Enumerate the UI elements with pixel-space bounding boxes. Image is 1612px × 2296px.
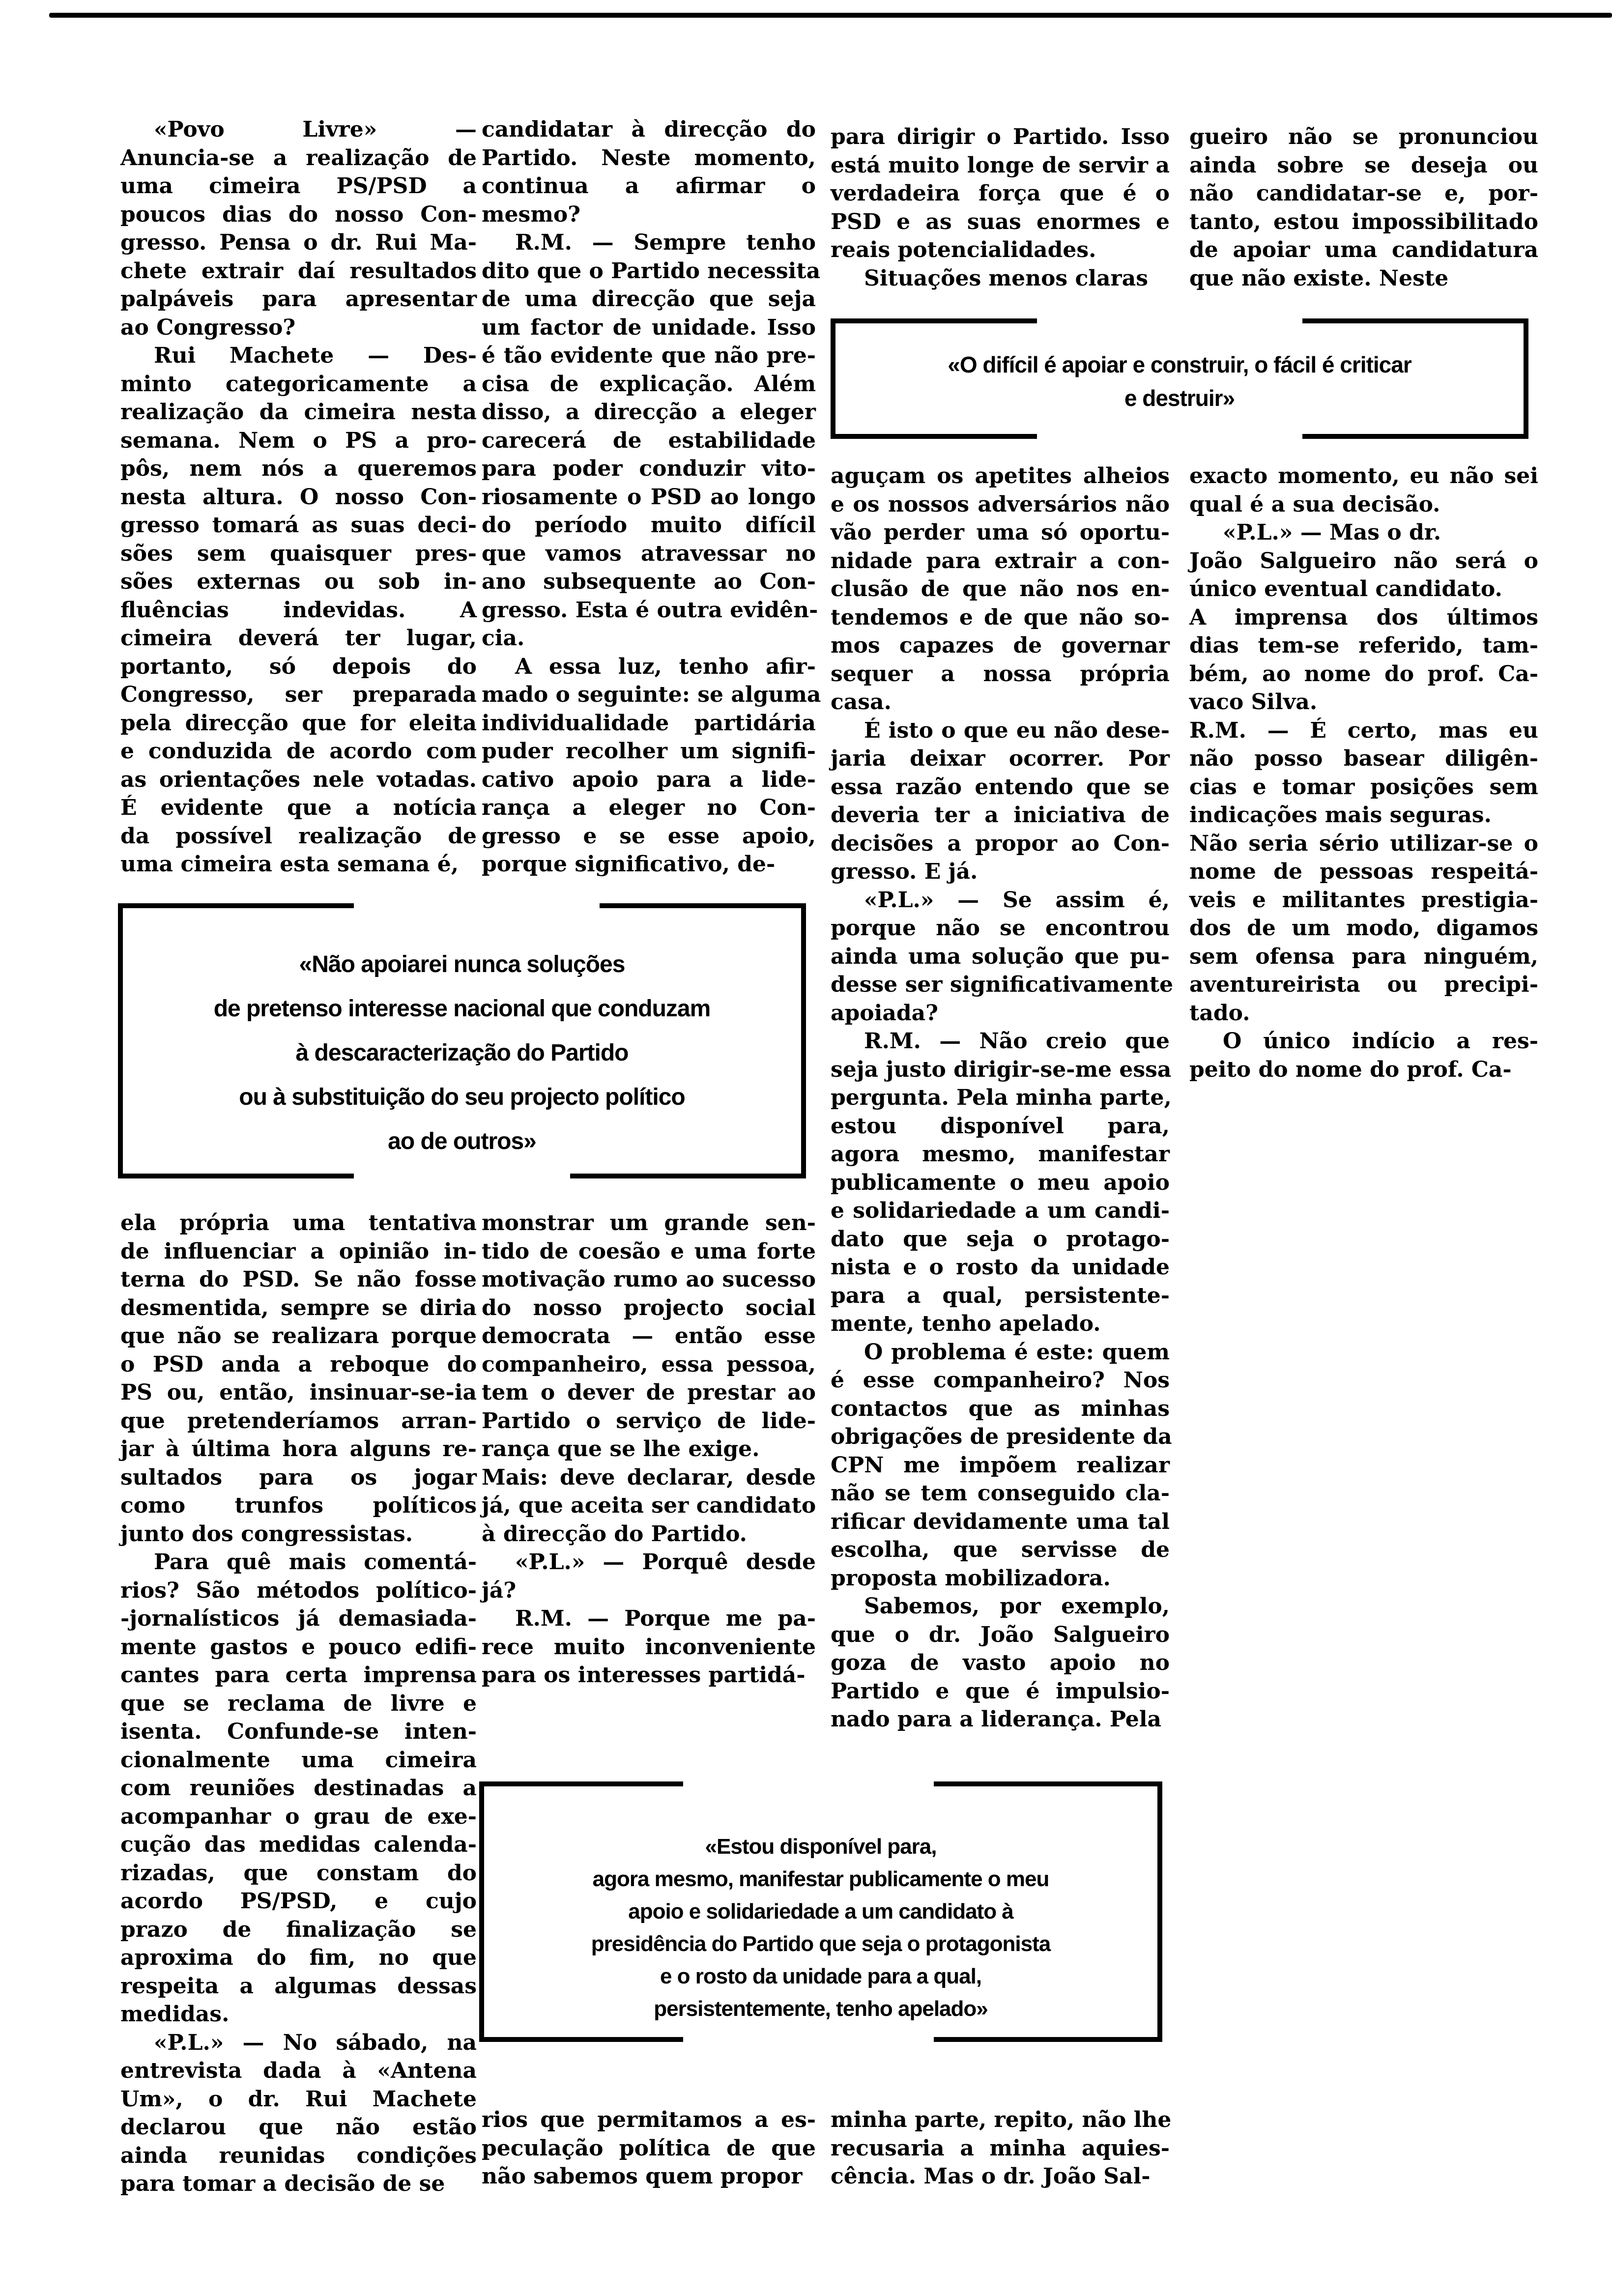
text-line: escolha, que servisse de	[831, 1537, 1170, 1562]
text-line: para tomar a decisão de se	[120, 2171, 445, 2196]
text-line: O único indício a res-	[1223, 1029, 1538, 1054]
pullquote-line: e destruir»	[1124, 385, 1235, 411]
text-line: cias e tomar posições sem	[1189, 774, 1538, 800]
text-line: verdadeira força que é o	[831, 181, 1170, 206]
text-line: «P.L.» — No sábado, na	[154, 2030, 477, 2055]
text-line: sões sem quaisquer pres-	[120, 541, 477, 566]
column-3-last	[831, 2106, 1170, 2191]
text-line: R.M. — É certo, mas eu	[1189, 718, 1538, 743]
text-line: Para quê mais comentá-	[154, 1550, 477, 1575]
text-line: à direcção do Partido.	[482, 1521, 747, 1547]
text-line: é tão evidente que não pre-	[482, 343, 816, 368]
text-line: PS ou, então, insinuar-se-ia	[120, 1380, 477, 1405]
text-line: -jornalísticos já demasiada-	[120, 1606, 477, 1631]
text-line: vão perder uma só oportu-	[831, 520, 1170, 545]
text-line: disso, a direcção a eleger	[482, 400, 816, 425]
column-4-mid	[1189, 462, 1538, 1084]
text-line: as orientações nele votadas.	[120, 767, 477, 792]
text-line: gresso tomará as suas deci-	[120, 513, 477, 538]
text-line: que pretenderíamos arran-	[120, 1408, 477, 1434]
text-line: de apoiar uma candidatura	[1189, 237, 1538, 262]
pullquote-box-destruir	[831, 318, 1528, 439]
text-line: pela direcção que for eleita	[120, 710, 477, 736]
text-line: dito que o Partido necessita	[482, 258, 821, 284]
text-line: tem o dever de prestar ao	[482, 1380, 816, 1405]
text-line: Sabemos, por exemplo,	[864, 1594, 1170, 1619]
text-line: porque não se encontrou	[831, 916, 1170, 941]
text-line: pergunta. Pela minha parte,	[831, 1085, 1172, 1110]
pullquote-box-solucoes	[118, 903, 806, 1178]
text-line: não sabemos quem propor	[482, 2164, 803, 2189]
pullquote-box-disponivel	[479, 1781, 1162, 2042]
text-line: recusaria a minha aquies-	[831, 2135, 1170, 2161]
text-line: mente, tenho apelado.	[831, 1311, 1101, 1336]
box-border-gap	[683, 2035, 934, 2042]
text-line: individualidade partidária	[482, 710, 816, 736]
text-line: e conduzida de acordo com	[120, 739, 477, 764]
text-line: para dirigir o Partido. Isso	[831, 124, 1170, 149]
text-line: para a qual, persistente-	[831, 1283, 1170, 1308]
text-line: aproxima do fim, no que	[120, 1945, 477, 1970]
text-line: «P.L.» — Se assim é,	[864, 887, 1170, 913]
text-line: para os interesses partidá-	[482, 1663, 806, 1688]
box-border-gap	[354, 902, 600, 909]
text-line: agora mesmo, manifestar	[831, 1142, 1170, 1167]
text-line: já?	[482, 1578, 517, 1603]
text-line: clusão de que não nos en-	[831, 576, 1170, 602]
text-line: É evidente que a notícia	[120, 795, 477, 820]
text-line: PSD e as suas enormes e	[831, 209, 1170, 234]
text-line: obrigações de presidente da	[831, 1424, 1172, 1449]
text-line: estou disponível para,	[831, 1113, 1170, 1139]
text-line: publicamente o meu apoio	[831, 1170, 1170, 1195]
text-line: declarou que não estão	[120, 2115, 477, 2140]
text-line: Congresso, ser preparada	[120, 682, 477, 707]
text-line: realização da cimeira nesta	[120, 400, 477, 425]
text-line: ainda sobre se deseja ou	[1189, 152, 1538, 178]
text-line: terna do PSD. Se não fosse	[120, 1267, 477, 1292]
column-2-top	[482, 115, 821, 879]
text-line: bém, ao nome do prof. Ca-	[1189, 661, 1538, 687]
pullquote-line: «Estou disponível para,	[705, 1835, 937, 1859]
text-line: tido de coesão e uma forte	[482, 1238, 816, 1264]
text-line: do período muito difícil	[482, 513, 816, 538]
text-line: proposta mobilizadora.	[831, 1565, 1111, 1591]
text-line: rizadas, que constam do	[120, 1860, 477, 1886]
text-line: para poder conduzir vito-	[482, 456, 816, 481]
text-line: «P.L.» — Mas o dr.	[1223, 520, 1441, 545]
box-border-gap	[683, 1780, 934, 1787]
text-line: decisões a propor ao Con-	[831, 831, 1170, 856]
text-line: já, que aceita ser candidato	[482, 1493, 816, 1518]
text-line: Partido. Neste momento,	[482, 145, 816, 171]
text-line: jaria deixar ocorrer. Por	[831, 746, 1170, 771]
text-line: sões externas ou sob in-	[120, 569, 477, 594]
text-line: ao Congresso?	[120, 315, 296, 340]
text-line: ainda reunidas condições	[120, 2143, 477, 2168]
text-line: medidas.	[120, 2002, 230, 2027]
text-line: sultados para os jogar	[120, 1464, 477, 1490]
text-line: é esse companheiro? Nos	[831, 1368, 1170, 1393]
text-line: Partido e que é impulsio-	[831, 1678, 1170, 1704]
text-line: João Salgueiro não será o	[1189, 548, 1538, 574]
text-line: portanto, só depois do	[120, 654, 477, 679]
column-1-top	[120, 115, 477, 879]
text-line: dato que seja o protago-	[831, 1226, 1170, 1252]
box-border-gap	[1037, 433, 1302, 440]
text-line: democrata — então esse	[482, 1323, 816, 1349]
text-line: minha parte, repito, não lhe	[831, 2107, 1172, 2132]
text-line: reais potencialidades.	[831, 237, 1096, 262]
text-line: minto categoricamente a	[120, 371, 477, 397]
text-line: único eventual candidato.	[1189, 576, 1502, 602]
text-line: R.M. — Não creio que	[864, 1029, 1170, 1054]
pullquote-line: à descaracterização do Partido	[295, 1040, 629, 1066]
text-line: cimeira deverá ter lugar,	[120, 626, 477, 651]
text-line: o PSD anda a reboque do	[120, 1351, 477, 1377]
text-line: puder recolher um signifi-	[482, 739, 816, 764]
text-line: prazo de finalização se	[120, 1917, 477, 1942]
text-line: isenta. Confunde-se inten-	[120, 1719, 477, 1744]
text-line: rança a eleger no Con-	[482, 795, 816, 820]
pullquote-line: apoio e solidariedade a um candidato à	[628, 1899, 1013, 1923]
text-line: cência. Mas o dr. João Sal-	[831, 2164, 1151, 2189]
text-line: vaco Silva.	[1189, 689, 1318, 715]
pullquote-line: presidência do Partido que seja o protagonista	[591, 1932, 1051, 1956]
text-line: como trunfos políticos	[120, 1493, 477, 1518]
text-line: ainda uma solução que pu-	[831, 944, 1170, 969]
column-2-last	[482, 2106, 816, 2191]
text-line: nado para a liderança. Pela	[831, 1707, 1161, 1732]
text-line: Mais: deve declarar, desde	[482, 1464, 816, 1490]
text-line: fluências indevidas. A	[120, 597, 477, 623]
pullquote-line: «O difícil é apoiar e construir, o fácil é criticar	[948, 352, 1411, 377]
text-line: R.M. — Porque me pa-	[515, 1606, 816, 1631]
text-line: de influenciar a opinião in-	[120, 1238, 477, 1264]
text-line: motivação rumo ao sucesso	[482, 1267, 816, 1292]
text-line: está muito longe de servir a	[831, 152, 1170, 178]
text-line: dias tem-se referido, tam-	[1189, 633, 1538, 658]
box-border-gap	[354, 1172, 570, 1178]
text-line: Anuncia-se a realização de	[120, 145, 477, 171]
text-line: peculação política de que	[482, 2135, 816, 2161]
text-line: apoiada?	[831, 1000, 938, 1026]
text-line: um factor de unidade. Isso	[482, 315, 816, 340]
text-line: semana. Nem o PS a pro-	[120, 428, 477, 453]
text-line: rios? São métodos político-	[120, 1578, 477, 1603]
text-line: gresso. Pensa o dr. Rui Ma-	[120, 230, 477, 255]
text-line: «Povo Livre» —	[154, 117, 477, 142]
text-line: desmentida, sempre se diria	[120, 1295, 477, 1320]
pullquote-text	[484, 1831, 1157, 2025]
text-line: tanto, estou impossibilitado	[1189, 209, 1538, 234]
text-line: mos capazes de governar	[831, 633, 1170, 658]
text-line: que não se realizara porque	[120, 1323, 477, 1349]
text-line: chete extrair daí resultados	[120, 258, 477, 284]
text-line: gresso e se esse apoio,	[482, 823, 816, 849]
text-line: acompanhar o grau de exe-	[120, 1804, 477, 1829]
text-line: nesta altura. O nosso Con-	[120, 484, 477, 510]
text-line: uma cimeira PS/PSD a	[120, 173, 477, 199]
text-line: rece muito inconveniente	[482, 1634, 816, 1660]
text-line: rificar devidamente uma tal	[831, 1509, 1170, 1534]
text-line: tado.	[1189, 1000, 1250, 1026]
text-line: qual é a sua decisão.	[1189, 491, 1440, 517]
text-line: cia.	[482, 626, 525, 651]
text-line: goza de vasto apoio no	[831, 1650, 1170, 1675]
column-3-top	[831, 123, 1170, 292]
text-line: não posso basear diligên-	[1189, 746, 1538, 771]
text-line: cisa de explicação. Além	[482, 371, 816, 397]
text-line: ano subsequente ao Con-	[482, 569, 816, 594]
pullquote-line: ou à substituição do seu projecto político	[239, 1084, 685, 1110]
text-line: sem ofensa para ninguém,	[1189, 944, 1538, 969]
text-line: gresso. Esta é outra evidên-	[482, 597, 818, 623]
pullquote-line: de pretenso interesse nacional que conduzam	[213, 996, 711, 1022]
text-line: uma cimeira esta semana é,	[120, 852, 459, 877]
pullquote-text	[835, 348, 1524, 415]
text-line: seja justo dirigir-se-me essa	[831, 1057, 1172, 1082]
text-line: candidatar à direcção do	[482, 117, 816, 142]
text-line: não candidatar-se e, por-	[1189, 181, 1538, 206]
column-2-bottom	[482, 1209, 816, 1690]
column-3-mid	[831, 462, 1174, 1734]
text-line: pôs, nem nós a queremos	[120, 456, 477, 481]
text-line: rios que permitamos a es-	[482, 2107, 816, 2132]
text-line: A essa luz, tenho afir-	[515, 654, 816, 679]
text-line: É isto o que eu não dese-	[864, 718, 1170, 743]
text-line: e solidariedade a um candi-	[831, 1198, 1170, 1223]
text-line: junto dos congressistas.	[120, 1521, 413, 1547]
text-line: cionalmente uma cimeira	[120, 1747, 477, 1773]
pullquote-line: «Não apoiarei nunca soluções	[299, 951, 625, 977]
pullquote-text	[123, 943, 801, 1164]
text-line: O problema é este: quem	[864, 1339, 1170, 1365]
text-line: «P.L.» — Porquê desde	[515, 1550, 816, 1575]
column-1-bottom	[120, 1209, 477, 2198]
text-line: CPN me impõem realizar	[831, 1452, 1170, 1478]
text-line: ela própria uma tentativa	[120, 1210, 477, 1235]
text-line: de uma direcção que seja	[482, 287, 816, 312]
text-line: riosamente o PSD ao longo	[482, 484, 816, 510]
text-line: com reuniões destinadas a	[120, 1776, 477, 1801]
text-line: cantes para certa imprensa	[120, 1663, 477, 1688]
text-line: A imprensa dos últimos	[1189, 604, 1538, 630]
text-line: Partido o serviço de lide-	[482, 1408, 816, 1434]
text-line: carecerá de estabilidade	[482, 428, 816, 453]
text-line: dos de um modo, digamos	[1189, 916, 1538, 941]
text-line: cativo apoio para a lide-	[482, 767, 816, 792]
text-line: desse ser significativamente	[831, 972, 1174, 997]
text-line: essa razão entendo que se	[831, 774, 1170, 800]
text-line: acordo PS/PSD, e cujo	[120, 1889, 477, 1914]
text-line: Não seria sério utilizar-se o	[1189, 831, 1538, 856]
text-line: do nosso projecto social	[482, 1295, 816, 1320]
text-line: indicações mais seguras.	[1189, 803, 1492, 828]
text-line: R.M. — Sempre tenho	[515, 230, 816, 255]
text-line: exacto momento, eu não sei	[1189, 463, 1538, 488]
pullquote-line: agora mesmo, manifestar publicamente o meu	[592, 1867, 1049, 1891]
text-line: mesmo?	[482, 201, 581, 227]
text-line: cução das medidas calenda-	[120, 1832, 477, 1857]
text-line: casa.	[831, 689, 892, 715]
text-line: Rui Machete — Des-	[154, 343, 477, 368]
text-line: Situações menos claras	[864, 265, 1148, 291]
text-line: deveria ter a iniciativa de	[831, 803, 1170, 828]
pullquote-line: e o rosto da unidade para a qual,	[660, 1964, 982, 1988]
text-line: respeita a algumas dessas	[120, 1973, 477, 1999]
text-line: que não existe. Neste	[1189, 265, 1449, 291]
text-line: não se tem conseguido cla-	[831, 1481, 1170, 1506]
text-line: veis e militantes prestigia-	[1189, 887, 1538, 913]
text-line: nista e o rosto da unidade	[831, 1255, 1170, 1280]
pullquote-line: persistentemente, tenho apelado»	[654, 1997, 988, 2021]
text-line: que se reclama de livre e	[120, 1691, 477, 1716]
page-top-rule	[49, 13, 1612, 18]
text-line: jar à última hora alguns re-	[120, 1436, 477, 1462]
text-line: monstrar um grande sen-	[482, 1210, 816, 1235]
text-line: porque significativo, de-	[482, 852, 776, 877]
text-line: Um», o dr. Rui Machete	[120, 2086, 477, 2112]
text-line: mado o seguinte: se alguma	[482, 682, 821, 707]
text-line: companheiro, essa pessoa,	[482, 1351, 816, 1377]
text-line: continua a afirmar o	[482, 173, 816, 199]
text-line: contactos que as minhas	[831, 1396, 1170, 1421]
text-line: gresso. E já.	[831, 859, 978, 884]
text-line: palpáveis para apresentar	[120, 287, 477, 312]
text-line: e os nossos adversários não	[831, 491, 1170, 517]
text-line: poucos dias do nosso Con-	[120, 201, 477, 227]
text-line: sequer a nossa própria	[831, 661, 1170, 687]
text-line: mente gastos e pouco edifi-	[120, 1634, 477, 1660]
text-line: que vamos atravessar no	[482, 541, 816, 566]
column-4-top	[1189, 123, 1538, 292]
text-line: aventureirista ou precipi-	[1189, 972, 1538, 997]
text-line: que o dr. João Salgueiro	[831, 1622, 1170, 1647]
text-line: gueiro não se pronunciou	[1189, 124, 1538, 149]
text-line: aguçam os apetites alheios	[831, 463, 1170, 488]
text-line: entrevista dada à «Antena	[120, 2058, 477, 2083]
text-line: da possível realização de	[120, 823, 477, 849]
pullquote-line: ao de outros»	[388, 1128, 536, 1154]
box-border-gap	[1037, 317, 1302, 324]
text-line: nidade para extrair a con-	[831, 548, 1170, 574]
text-line: tendemos e de que não so-	[831, 604, 1170, 630]
text-line: nome de pessoas respeitá-	[1189, 859, 1538, 884]
text-line: rança que se lhe exige.	[482, 1436, 760, 1462]
text-line: peito do nome do prof. Ca-	[1189, 1057, 1512, 1082]
